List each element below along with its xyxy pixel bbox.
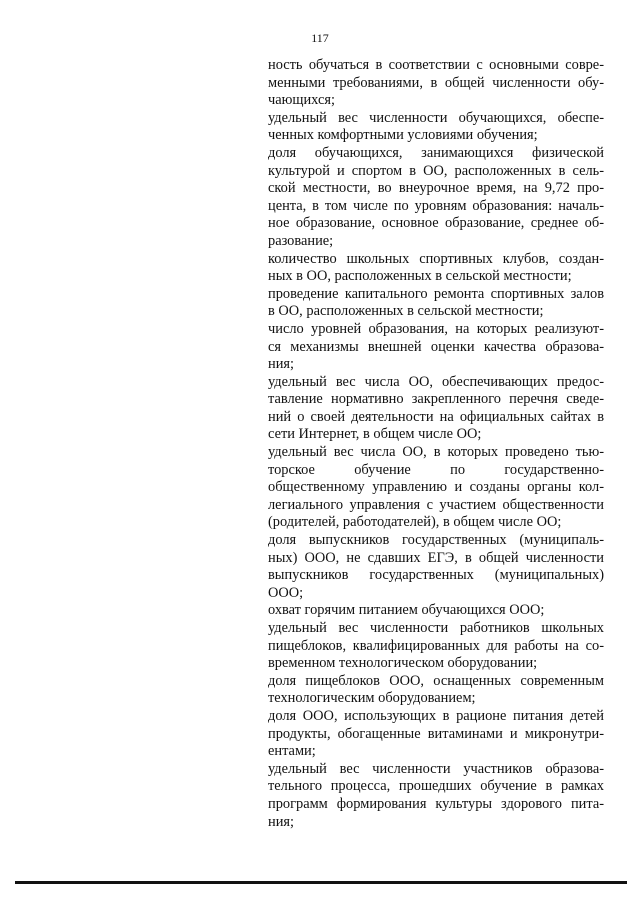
text-line: торское обучение по государственно- bbox=[268, 461, 604, 478]
text-line: в ОО, расположенных в сельской местности; bbox=[268, 303, 544, 320]
text-line: ченных комфортными условиями обучения; bbox=[268, 127, 538, 144]
text-line: удельный вес числа ОО, обеспечивающих предос- bbox=[268, 373, 604, 390]
text-line: выпускников государственных (муниципальных) bbox=[268, 567, 604, 584]
bottom-border-line bbox=[15, 881, 627, 884]
text-line: продукты, обогащенные витаминами и микронутри- bbox=[268, 725, 604, 742]
text-line: ных) ООО, не сдавших ЕГЭ, в общей численности bbox=[268, 549, 604, 566]
text-line: технологическим оборудованием; bbox=[268, 690, 476, 707]
paragraph bbox=[268, 673, 604, 708]
paragraph bbox=[268, 444, 604, 532]
text-line: ния; bbox=[268, 356, 295, 373]
text-line: программ формирования культуры здорового пита- bbox=[268, 795, 604, 812]
paragraph bbox=[268, 532, 604, 602]
text-line: временном технологическом оборудовании; bbox=[268, 655, 538, 672]
text-line: ООО; bbox=[268, 584, 304, 601]
text-line: доля выпускников государственных (муниципаль- bbox=[268, 532, 604, 549]
paragraph bbox=[268, 57, 604, 110]
text-line: количество школьных спортивных клубов, создан- bbox=[268, 250, 604, 267]
text-line: удельный вес числа ОО, в которых проведено тью- bbox=[268, 444, 604, 461]
paragraph bbox=[268, 708, 604, 761]
text-line: проведение капитального ремонта спортивных залов bbox=[268, 285, 604, 302]
text-line: удельный вес численности работников школьных bbox=[268, 620, 604, 636]
text-line: цента, в том числе по уровням образования: началь- bbox=[268, 197, 604, 214]
text-line: (родителей, работодателей), в общем числе ОО; bbox=[268, 514, 562, 531]
text-line: чающихся; bbox=[268, 92, 335, 109]
text-line: ния; bbox=[268, 813, 295, 830]
text-line: сети Интернет, в общем числе ОО; bbox=[268, 426, 482, 443]
paragraph bbox=[268, 145, 604, 251]
page-number: 117 bbox=[311, 31, 329, 45]
text-line: разование; bbox=[268, 232, 334, 249]
text-line: ний о своей деятельности на официальных сайтах в bbox=[268, 408, 604, 425]
text-line: число уровней образования, на которых реализуют- bbox=[268, 320, 604, 337]
text-line: тельного процесса, прошедших обучение в рамках bbox=[268, 778, 604, 795]
text-line: удельный вес численности участников образова- bbox=[268, 760, 604, 777]
paragraph bbox=[268, 602, 604, 620]
text-line: охват горячим питанием обучающихся ООО; bbox=[268, 602, 545, 619]
text-line: ных в ОО, расположенных в сельской местности; bbox=[268, 268, 572, 285]
text-line: ской местности, во внеурочное время, на 9,72 про- bbox=[268, 180, 604, 197]
text-line: ное образование, основное образование, среднее об- bbox=[268, 215, 604, 232]
text-line: доля ООО, использующих в рационе питания детей bbox=[268, 707, 604, 724]
document-body bbox=[268, 57, 604, 831]
text-line: удельный вес численности обучающихся, обеспе- bbox=[268, 109, 604, 126]
text-line: ентами; bbox=[268, 743, 316, 760]
text-line: тавление нормативно закрепленного перечня сведе- bbox=[268, 391, 604, 408]
text-line: ность обучаться в соответствии с основными совре- bbox=[268, 57, 604, 73]
text-line: менными требованиями, в общей численности обу- bbox=[268, 74, 604, 91]
paragraph bbox=[268, 321, 604, 374]
text-line: культурой и спортом в ОО, расположенных в сель- bbox=[268, 162, 604, 179]
text-line: доля обучающихся, занимающихся физической bbox=[268, 144, 604, 161]
paragraph bbox=[268, 251, 604, 286]
text-line: пищеблоков, квалифицированных для работы на со- bbox=[268, 637, 604, 654]
paragraph bbox=[268, 110, 604, 145]
text-line: общественному управлению и созданы органы кол- bbox=[268, 479, 604, 496]
paragraph bbox=[268, 761, 604, 831]
text-line: доля пищеблоков ООО, оснащенных современным bbox=[268, 672, 604, 689]
paragraph bbox=[268, 620, 604, 673]
paragraph bbox=[268, 374, 604, 444]
text-line: ся механизмы внешней оценки качества образова- bbox=[268, 338, 604, 355]
paragraph bbox=[268, 286, 604, 321]
text-line: легиального управления с участием общественности bbox=[268, 496, 604, 513]
